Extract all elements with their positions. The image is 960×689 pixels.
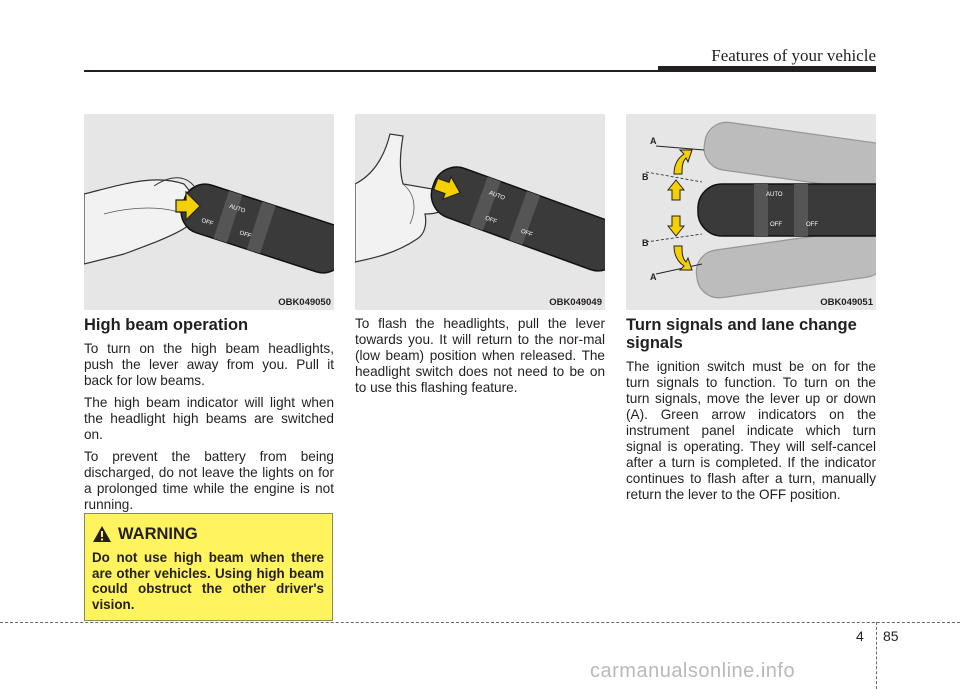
lever-pull-illustration xyxy=(355,114,605,310)
section-high-beam xyxy=(84,316,334,519)
section-heading: High beam operation xyxy=(84,316,249,334)
warning-text: Do not use high beam when there are other vehicles. Using high beam could obstruct the other driver's vision. xyxy=(92,550,324,612)
label-a-bottom: A xyxy=(650,272,657,282)
warning-header xyxy=(92,525,198,545)
paragraph: The ignition switch must be on for the turn signals to function. To turn on the turn signals, move the lever up or down (A). Green arrow indicators on the instrument panel indicate which turn signal is operating. They will self-cancel after a turn is completed. If the indicator continues to flash after a turn, manually return the lever to the OFF position. xyxy=(626,359,876,502)
section-flash xyxy=(355,316,605,402)
page-number: 85 xyxy=(883,628,899,644)
arrow-up-curved-icon xyxy=(674,150,692,174)
figure-turn-signal xyxy=(626,114,876,310)
lever-label-off-2: OFF xyxy=(238,230,252,240)
arrow-down-curved-icon xyxy=(674,246,692,270)
arrow-down-icon xyxy=(668,216,684,236)
lever-label-off: OFF xyxy=(200,217,214,228)
section-heading: Turn signals and lane change signals xyxy=(626,316,857,352)
lever-push-illustration xyxy=(84,114,334,310)
lever-label-off: OFF xyxy=(484,215,498,226)
footer-divider xyxy=(0,622,960,623)
arrow-up-icon xyxy=(668,180,684,200)
figure-code: OBK049051 xyxy=(820,297,873,308)
lever-label-off-2: OFF xyxy=(519,228,534,239)
header-rule-accent xyxy=(658,66,876,72)
paragraph: To turn on the high beam headlights, push the lever away from you. Pull it back for low beams. xyxy=(84,341,334,388)
chapter-number: 4 xyxy=(856,628,864,644)
label-b-top: B xyxy=(642,172,649,182)
warning-title: WARNING xyxy=(118,525,198,543)
lever-label-off: OFF xyxy=(770,222,782,228)
figure-high-beam-push xyxy=(84,114,334,310)
section-turn-signals xyxy=(626,316,876,509)
figure-flash-pull xyxy=(355,114,605,310)
warning-triangle-icon xyxy=(92,525,112,543)
figure-code: OBK049049 xyxy=(549,297,602,308)
paragraph: To prevent the battery from being discharged, do not leave the lights on for a prolonged time while the engine is not running. xyxy=(84,449,334,512)
lever-label-auto: AUTO xyxy=(487,190,506,202)
paragraph: The high beam indicator will light when the headlight high beams are switched on. xyxy=(84,395,334,442)
footer-page-divider xyxy=(876,622,877,689)
label-b-bottom: B xyxy=(642,238,649,248)
watermark: carmanualsonline.info xyxy=(590,660,796,682)
page-header-title: Features of your vehicle xyxy=(711,46,876,65)
lever-label-auto: AUTO xyxy=(228,203,246,215)
lever-positions-illustration xyxy=(626,114,876,310)
label-a-top: A xyxy=(650,136,657,146)
paragraph: To flash the headlights, pull the lever towards you. It will return to the nor-mal (low beam) position when released. The headlight switch does not need to be on to use this flashing feature. xyxy=(355,316,605,395)
warning-box xyxy=(84,513,333,621)
figure-code: OBK049050 xyxy=(278,297,331,308)
lever-label-off-2: OFF xyxy=(806,222,818,228)
lever-label-auto: AUTO xyxy=(766,192,783,198)
